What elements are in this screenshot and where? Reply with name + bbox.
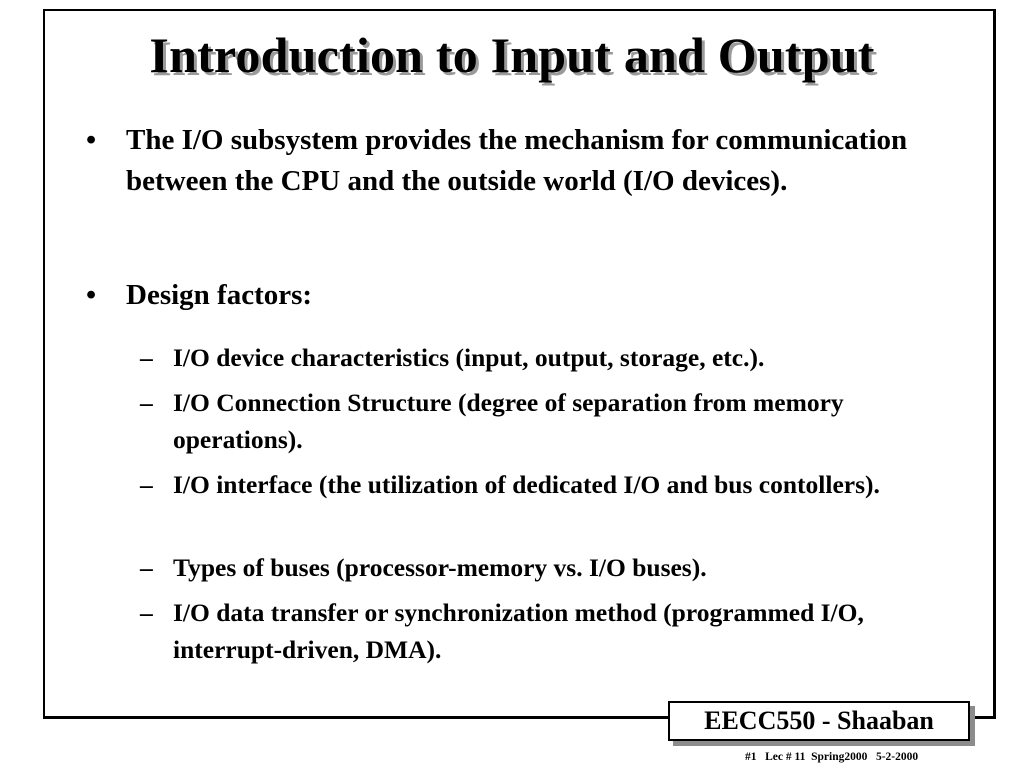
bullet-item [86, 275, 966, 316]
bullet-text: The I/O subsystem provides the mechanism for communication between the CPU and the outside world (I/O devices). [126, 124, 908, 197]
sub-bullet-item [140, 466, 970, 503]
dash-marker: – [140, 388, 153, 417]
sub-bullet-text: I/O data transfer or synchronization method (programmed I/O, interrupt-driven, DMA). [173, 598, 864, 664]
bullet-marker: • [86, 279, 97, 311]
sub-bullet-text: I/O interface (the utilization of dedicated I/O and bus contollers). [173, 470, 880, 499]
dash-marker: – [140, 598, 153, 627]
sub-bullet-item [140, 594, 970, 668]
bullet-marker: • [86, 124, 97, 156]
bullet-item [86, 120, 966, 202]
dash-marker: – [140, 343, 153, 372]
sub-bullet-text: Types of buses (processor-memory vs. I/O buses). [173, 553, 707, 582]
slide-footer: #1 Lec # 11 Spring2000 5-2-2000 [745, 751, 919, 763]
dash-marker: – [140, 553, 153, 582]
sub-bullet-item [140, 549, 970, 586]
sub-bullet-item [140, 339, 970, 376]
course-badge: EECC550 - Shaaban [668, 701, 970, 741]
sub-bullet-text: I/O Connection Structure (degree of separation from memory operations). [173, 388, 844, 454]
slide-title: Introduction to Input and Output [149, 27, 875, 83]
sub-bullet-text: I/O device characteristics (input, output, storage, etc.). [173, 343, 765, 372]
dash-marker: – [140, 470, 153, 499]
bullet-text: Design factors: [126, 279, 313, 311]
sub-bullet-item [140, 384, 970, 458]
